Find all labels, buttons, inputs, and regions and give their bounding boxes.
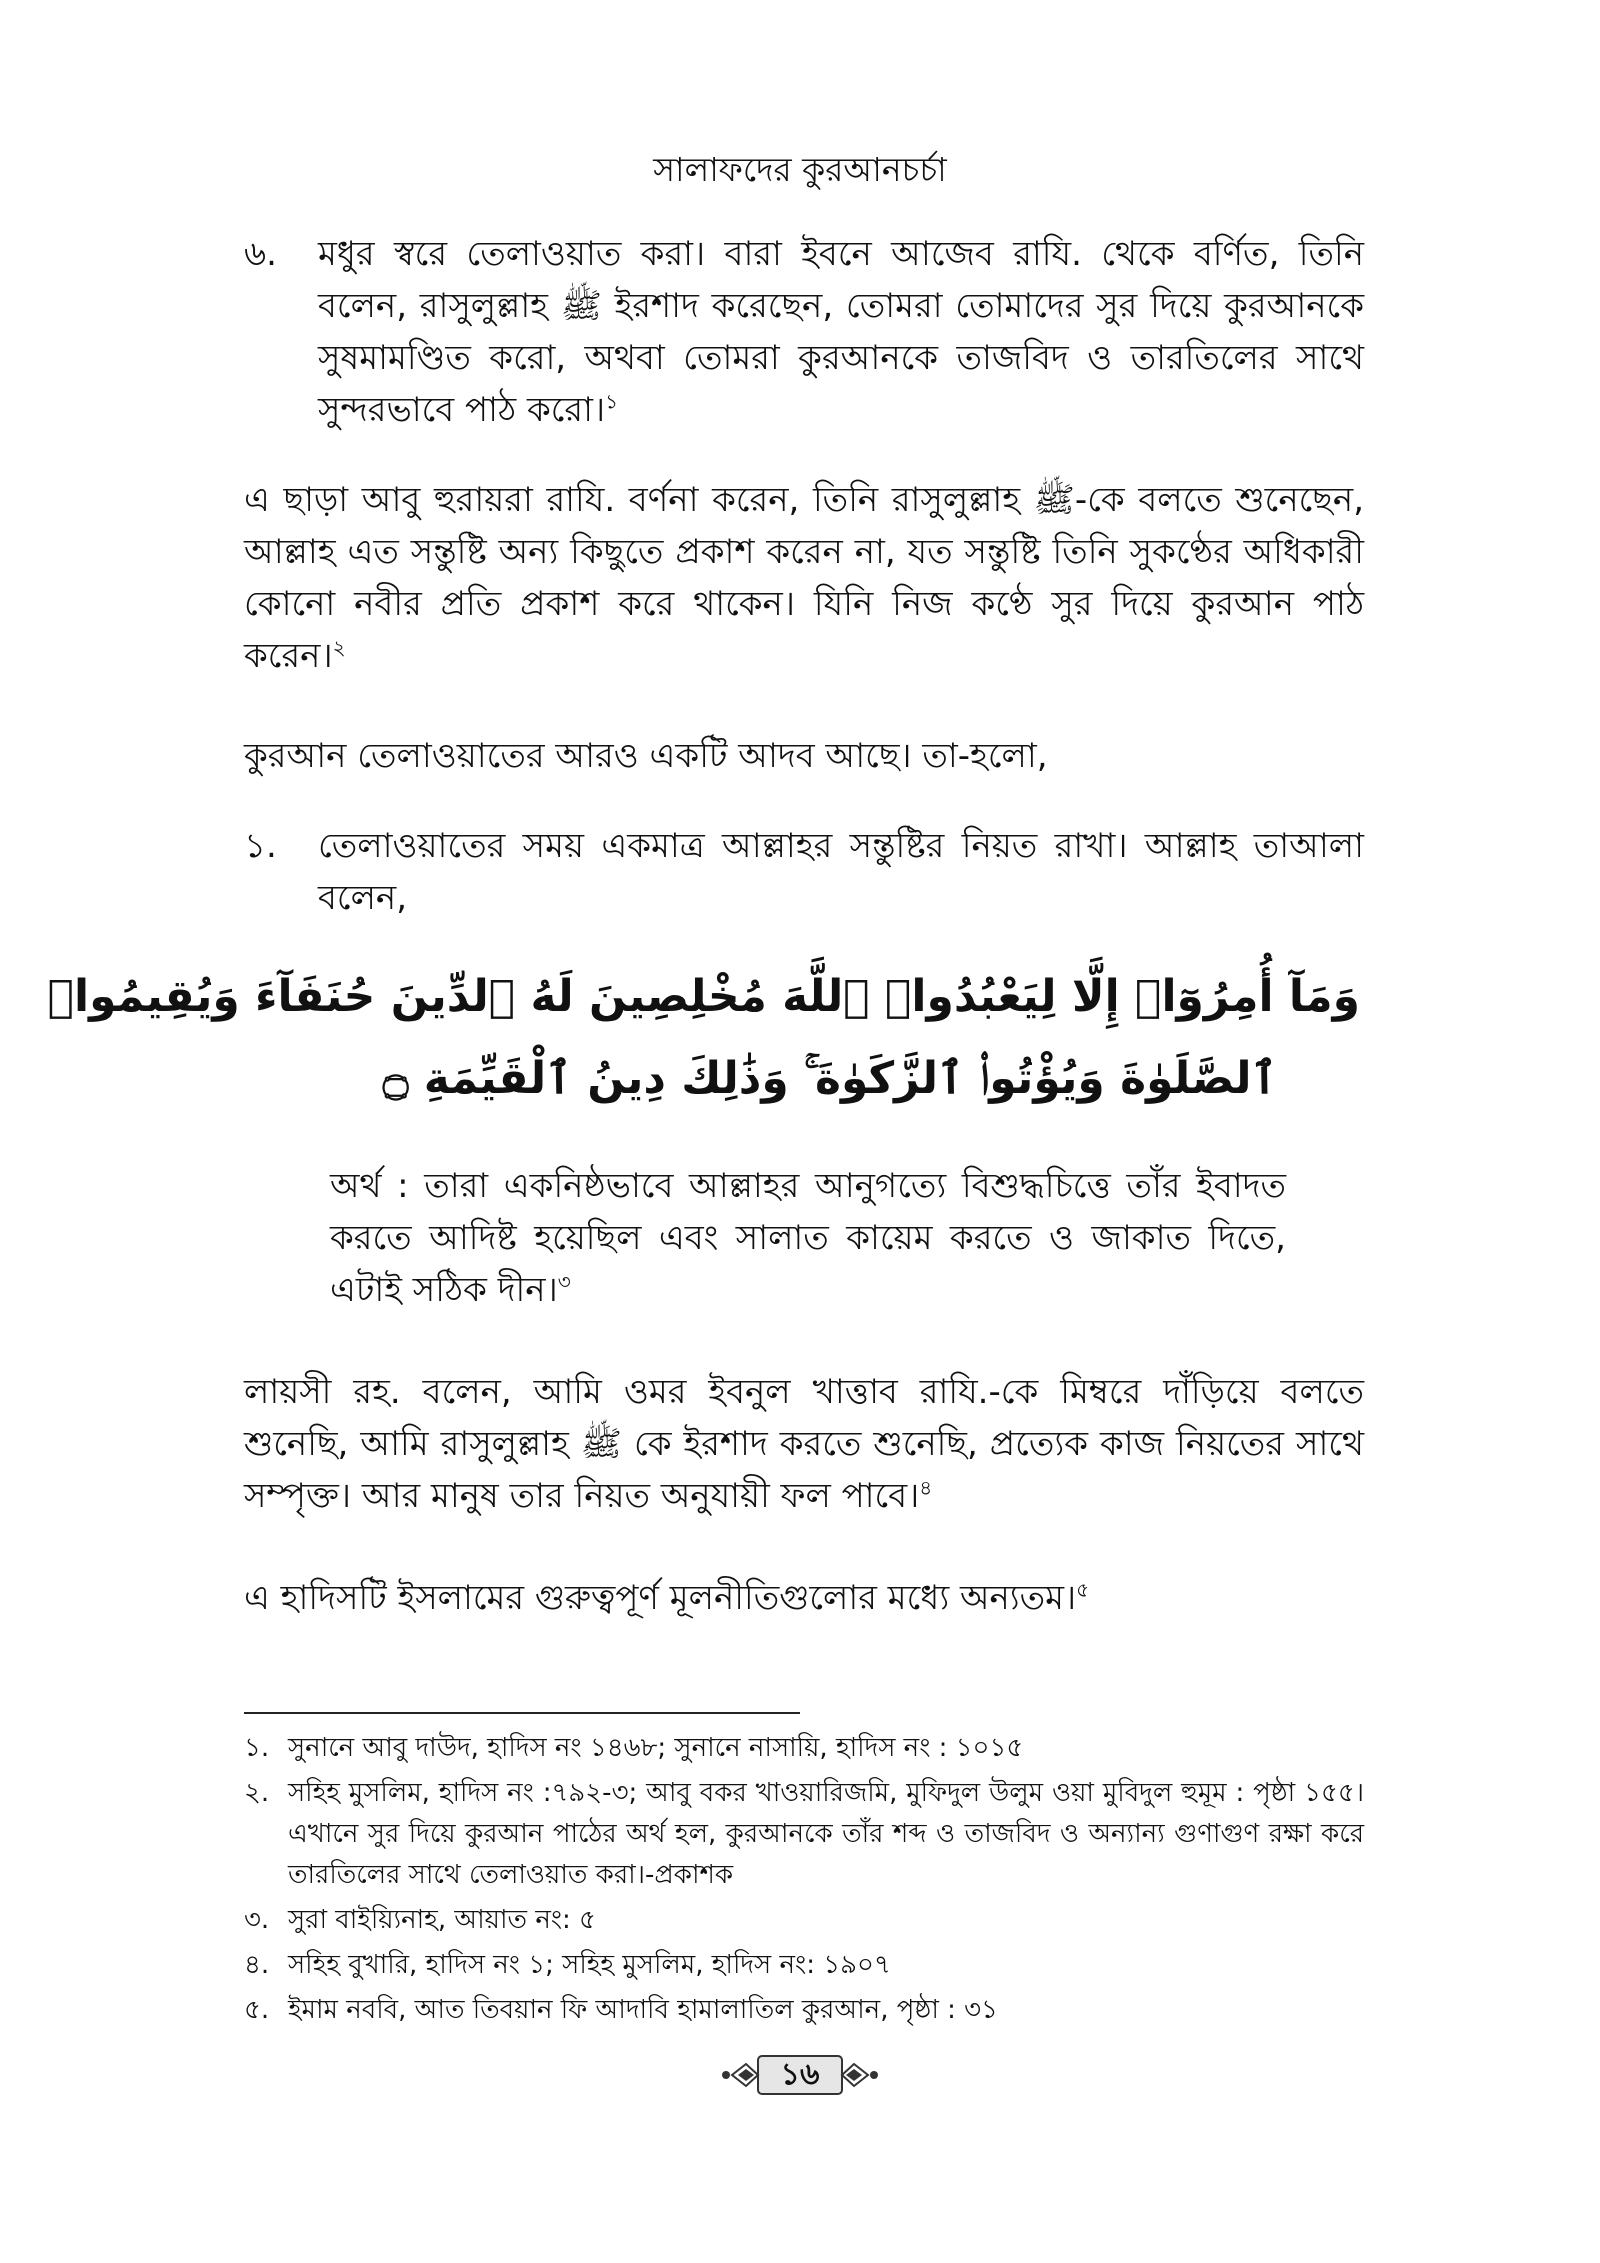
footnote-ref: ২ [332,635,346,660]
list-item-body: মধুর স্বরে তেলাওয়াত করা। বারা ইবনে আজেব রাযি. থেকে বর্ণিত, তিনি বলেন, রাসুলুল্লাহ ﷺ ইরশাদ করেছেন, তোমরা তোমাদের সুর দিয়ে কুরআনকে সুষমামণ্ডিত করো, অথবা তোমরা কুরআনকে তাজবিদ ও তারতিলের সাথে সুন্দরভাবে পাঠ করো। [318,234,1365,430]
paragraph-abu-hurayra [244,474,1364,682]
verse-line-1: وَمَآ أُمِرُوٓا۟ إِلَّا لِيَعْبُدُوا۟ ٱللَّهَ مُخْلِصِينَ لَهُ ٱلدِّينَ حُنَفَآءَ وَيُقِيمُوا۟ [47,971,1360,1022]
paragraph-adab-intro [244,730,1364,782]
translation-body: অর্থ : তারা একনিষ্ঠভাবে আল্লাহর আনুগত্যে বিশুদ্ধচিত্তে তাঁর ইবাদত করতে আদিষ্ট হয়েছিল এবং সালাত কায়েম করতে ও জাকাত দিতে, এটাই সঠিক দীন। [330,1166,1286,1310]
page-number-ornament [718,2050,882,2100]
list-number: ১. [244,826,277,866]
footnote-text: সহিহ মুসলিম, হাদিস নং :৭৯২-৩; আবু বকর খাওয়ারিজমি, মুফিদুল উলুম ওয়া মুবিদুল হুমূম : পৃষ্ঠা ১৫৫। এখানে সুর দিয়ে কুরআন পাঠের অর্থ হল, কুরআনকে তাঁর শব্দ ও তাজবিদ ও অন্যান্য গুণাগুণ রক্ষা করে তারতিলের সাথে তেলাওয়াত করা।-প্রকাশক [288,1778,1364,1890]
footnote-divider [244,1712,800,1714]
footnote-number: ৩. [244,1905,270,1935]
footnote-number: ৫. [244,1995,270,2025]
paragraph-body: এ ছাড়া আবু হুরায়রা রাযি. বর্ণনা করেন, তিনি রাসুলুল্লাহ ﷺ-কে বলতে শুনেছেন, আল্লাহ এত সন্তুষ্টি অন্য কিছুতে প্রকাশ করেন না, যত সন্তুষ্টি তিনি সুকণ্ঠের অধিকারী কোনো নবীর প্রতি প্রকাশ করে থাকেন। যিনি নিজ কণ্ঠে সুর দিয়ে কুরআন পাঠ করেন। [244,480,1364,676]
footnote [244,1945,1364,1986]
footnote-ref: ৪ [919,1475,933,1500]
paragraph-text [244,474,1364,682]
list-item-6 [244,228,1364,436]
paragraph-text [244,1366,1364,1522]
footnote-ref: ৩ [557,1269,571,1294]
footnote [244,1728,1364,1769]
paragraph-text [244,1572,1364,1624]
translation-text [330,1160,1286,1316]
footnote-text: সুরা বাইয়্যিনাহ, আয়াত নং: ৫ [288,1905,596,1935]
list-number: ৬. [244,234,277,274]
footnote-text: সহিহ বুখারি, হাদিস নং ১; সহিহ মুসলিম, হাদিস নং: ১৯০৭ [288,1950,891,1980]
paragraph-body: লায়সী রহ. বলেন, আমি ওমর ইবনুল খাত্তাব রাযি.-কে মিম্বরে দাঁড়িয়ে বলতে শুনেছি, আমি রাসুলুল্লাহ ﷺ কে ইরশাদ করতে শুনেছি, প্রত্যেক কাজ নিয়তের সাথে সম্পৃক্ত। আর মানুষ তার নিয়ত অনুযায়ী ফল পাবে। [244,1372,1364,1516]
footnote-text: সুনানে আবু দাউদ, হাদিস নং ১৪৬৮; সুনানে নাসায়ি, হাদিস নং : ১০১৫ [288,1733,1024,1763]
paragraph-body: এ হাদিসটি ইসলামের গুরুত্বপূর্ণ মূলনীতিগুলোর মধ্যে অন্যতম। [244,1578,1077,1618]
footnote-ref: ৫ [1076,1577,1090,1602]
paragraph-hadith-importance [244,1572,1364,1624]
footnote-number: ২. [244,1778,270,1808]
list-item-text: তেলাওয়াতের সময় একমাত্র আল্লাহর সন্তুষ্টির নিয়ত রাখা। আল্লাহ তাআলা বলেন, [318,826,1364,918]
footnote [244,1990,1364,2031]
footnote [244,1773,1364,1896]
paragraph-text: কুরআন তেলাওয়াতের আরও একটি আদব আছে। তা-হলো, [244,736,1048,776]
page-number: ১৬ [780,2057,820,2092]
paragraph-laysi [244,1366,1364,1522]
running-head: সালাফদের কুরআনচর্চা [653,150,947,189]
footnote-number: ৪. [244,1950,270,1980]
footnote-number: ১. [244,1733,270,1763]
footnotes [244,1728,1364,2035]
verse-line-2: ٱلصَّلَوٰةَ وَيُؤْتُوا۟ ٱلزَّكَوٰةَ ۚ وَذَٰلِكَ دِينُ ٱلْقَيِّمَةِ ۝ [382,1053,1278,1104]
footnote [244,1900,1364,1941]
footnote-text: ইমাম নববি, আত তিবয়ান ফি আদাবি হামালাতিল কুরআন, পৃষ্ঠা : ৩১ [288,1995,998,2025]
quran-verse [47,956,1360,1120]
list-item-text [318,228,1364,436]
list-item-1 [244,820,1364,924]
footnote-ref: ১ [605,389,619,414]
verse-translation [330,1160,1286,1316]
